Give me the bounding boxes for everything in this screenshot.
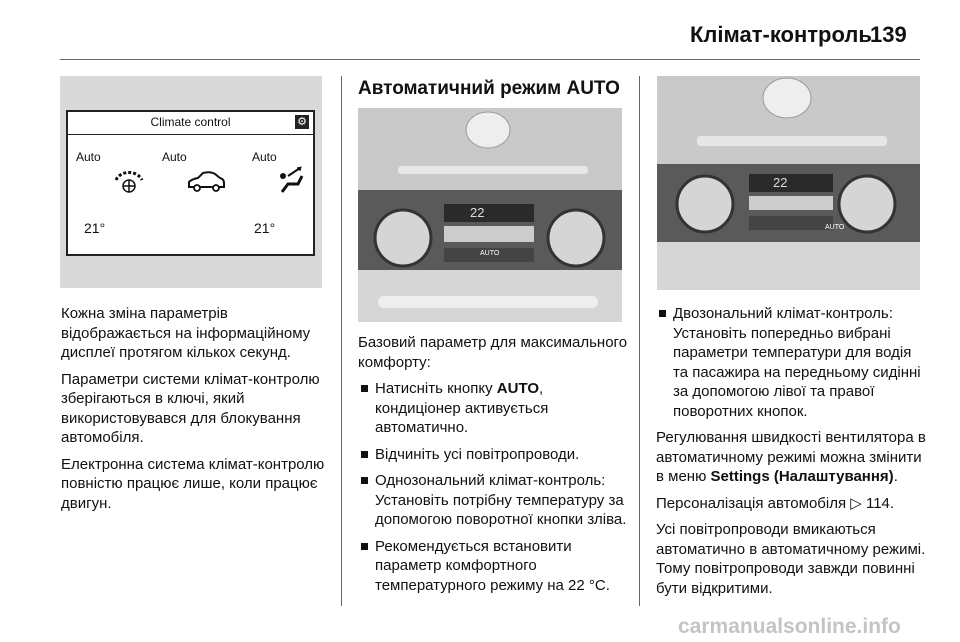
page-reference-icon: ▷ — [850, 494, 866, 512]
list-item: Однозональний клімат-контроль: Установіть потрібну температуру за допомогою поворотної кнопки зліва. — [358, 471, 633, 530]
center-mode-label: Auto — [162, 150, 187, 164]
col3-paragraph-1: Регулювання швидкості вентилятора в автоматичному режимі можна змінити в меню Settings (Налаштування). — [656, 429, 926, 485]
console-illustration — [657, 76, 920, 290]
right-temperature: 21° — [254, 220, 276, 236]
col2-intro: Базовий параметр для максимального комфорту: — [358, 334, 628, 371]
display-title-bar — [68, 112, 313, 135]
photo-display-readout: 22 — [773, 175, 788, 190]
list-item: Двозональний клімат-контроль: Установіть попередньо вибрані параметри температури для водія та пасажира на передньому сидінні за допомогою лівої та правої поворотних кнопок. — [656, 304, 928, 421]
col1-paragraph-1: Кожна зміна параметрів відображається на інформаційному дисплеї протягом кількох секунд. — [61, 305, 311, 361]
column-3 — [656, 304, 928, 605]
watermark: carmanualsonline.info — [678, 615, 901, 638]
left-mode-label: Auto — [76, 150, 101, 164]
col1-paragraph-3: Електронна система клімат-контролю повністю працює лише, коли працює двигун. — [61, 455, 325, 512]
console-photo-left — [358, 108, 622, 322]
car-icon — [186, 166, 226, 196]
seat-airflow-icon — [278, 166, 306, 196]
climate-display-screen — [66, 110, 315, 256]
col2-bullet-list — [358, 379, 633, 595]
photo-auto-button: AUTO — [480, 250, 500, 257]
list-item: Відчиніть усі повітропроводи. — [358, 445, 633, 465]
column-1 — [61, 304, 331, 520]
console-illustration — [358, 108, 622, 322]
col3-bullet-list — [656, 304, 928, 421]
page-title: Клімат-контроль — [690, 22, 872, 47]
column-2 — [358, 333, 633, 602]
left-temperature: 21° — [84, 220, 106, 236]
list-item: Натисніть кнопку AUTO, кондиціонер активується автоматично. — [358, 379, 633, 438]
photo-display-readout: 22 — [470, 205, 485, 220]
photo-auto-button: AUTO — [825, 224, 845, 231]
climate-display-figure — [60, 76, 322, 288]
header-rule — [60, 59, 920, 60]
column-divider-1 — [341, 76, 342, 606]
page-number: 139 — [870, 22, 907, 47]
col3-paragraph-2: Персоналізація автомобіля ▷ 114. — [656, 494, 895, 512]
display-title: Climate control — [150, 115, 231, 129]
page-header — [0, 0, 960, 60]
gear-icon: ⚙ — [295, 115, 309, 129]
column-divider-2 — [639, 76, 640, 606]
right-mode-label: Auto — [252, 150, 277, 164]
col3-paragraph-3: Усі повітропроводи вмикаються автоматично в автоматичному режимі. Тому повітропроводи завжди повинні бути відкритими. — [656, 521, 926, 597]
section-heading: Автоматичний режим AUTO — [358, 78, 620, 99]
fan-speed-icon — [112, 166, 146, 196]
col1-paragraph-2: Параметри системи клімат-контролю зберігаються в ключі, який використовувався для блокування автомобіля. — [61, 370, 320, 446]
page-reference-link[interactable]: 114 — [865, 494, 890, 512]
console-photo-right — [657, 76, 920, 290]
list-item: Рекомендується встановити параметр комфортного температурного режиму на 22 °C. — [358, 537, 633, 596]
